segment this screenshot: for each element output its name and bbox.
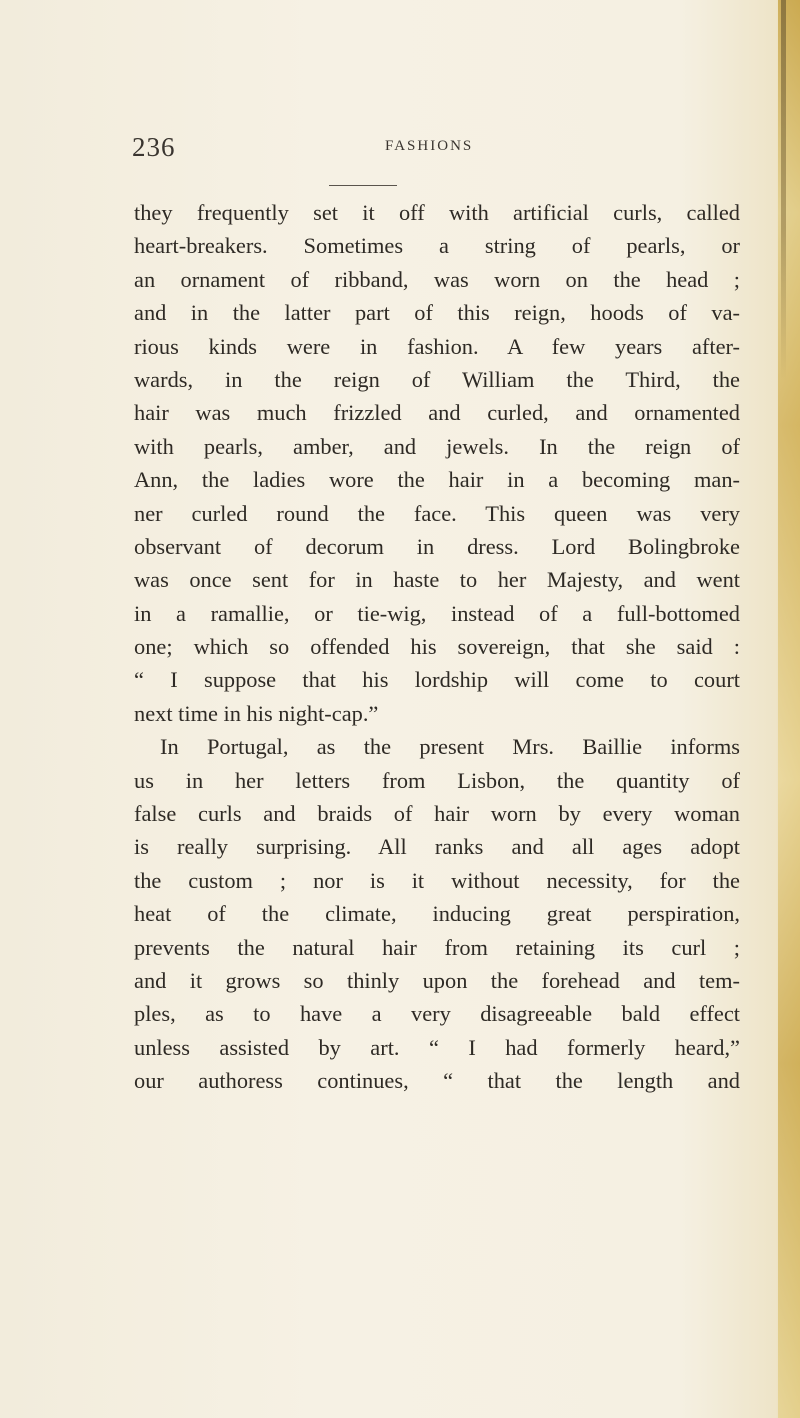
text-line: us in her letters from Lisbon, the quantity of — [134, 767, 740, 793]
text-line: an ornament of ribband, was worn on the head ; — [134, 266, 740, 292]
running-head: FASHIONS — [385, 138, 474, 154]
text-line: In Portugal, as the present Mrs. Baillie informs — [160, 734, 740, 760]
text-line: ner curled round the face. This queen was very — [134, 500, 740, 526]
text-line: hair was much frizzled and curled, and ornamented — [134, 400, 740, 426]
text-line: one; which so offended his sovereign, that she said : — [134, 634, 740, 660]
text-line: next time in his night-cap.” — [134, 700, 379, 726]
page-number: 236 — [132, 132, 176, 162]
text-line: is really surprising. All ranks and all ages adopt — [134, 834, 740, 860]
text-line: “ I suppose that his lordship will come to court — [134, 667, 740, 693]
text-line: they frequently set it off with artificial curls, called — [134, 200, 740, 225]
text-line: heart-breakers. Sometimes a string of pearls, or — [134, 233, 740, 259]
text-line: in a ramallie, or tie-wig, instead of a full-bottomed — [134, 600, 740, 626]
text-line: unless assisted by art. “ I had formerly heard,” — [134, 1034, 740, 1060]
text-line: our authoress continues, “ that the length and — [134, 1068, 740, 1094]
text-line: was once sent for in haste to her Majesty, and went — [134, 567, 740, 593]
header-rule — [329, 185, 397, 186]
text-line: false curls and braids of hair worn by every woman — [134, 801, 740, 827]
text-line: prevents the natural hair from retaining its curl ; — [134, 934, 740, 960]
body-text — [134, 196, 740, 1098]
text-line: observant of decorum in dress. Lord Bolingbroke — [134, 533, 740, 559]
text-line: ples, as to have a very disagreeable bald effect — [134, 1001, 740, 1027]
text-line: the custom ; nor is it without necessity, for the — [134, 867, 740, 893]
text-line: Ann, the ladies wore the hair in a becoming man- — [134, 467, 740, 493]
text-line: and it grows so thinly upon the forehead and tem- — [134, 967, 740, 993]
text-line: rious kinds were in fashion. A few years after- — [134, 333, 740, 359]
text-line: with pearls, amber, and jewels. In the reign of — [134, 433, 740, 459]
text-line: wards, in the reign of William the Third, the — [134, 366, 740, 392]
page-header — [132, 132, 736, 172]
page-edge-shadow — [781, 0, 786, 380]
text-line: heat of the climate, inducing great perspiration, — [134, 901, 740, 927]
text-line: and in the latter part of this reign, hoods of va- — [134, 300, 740, 326]
